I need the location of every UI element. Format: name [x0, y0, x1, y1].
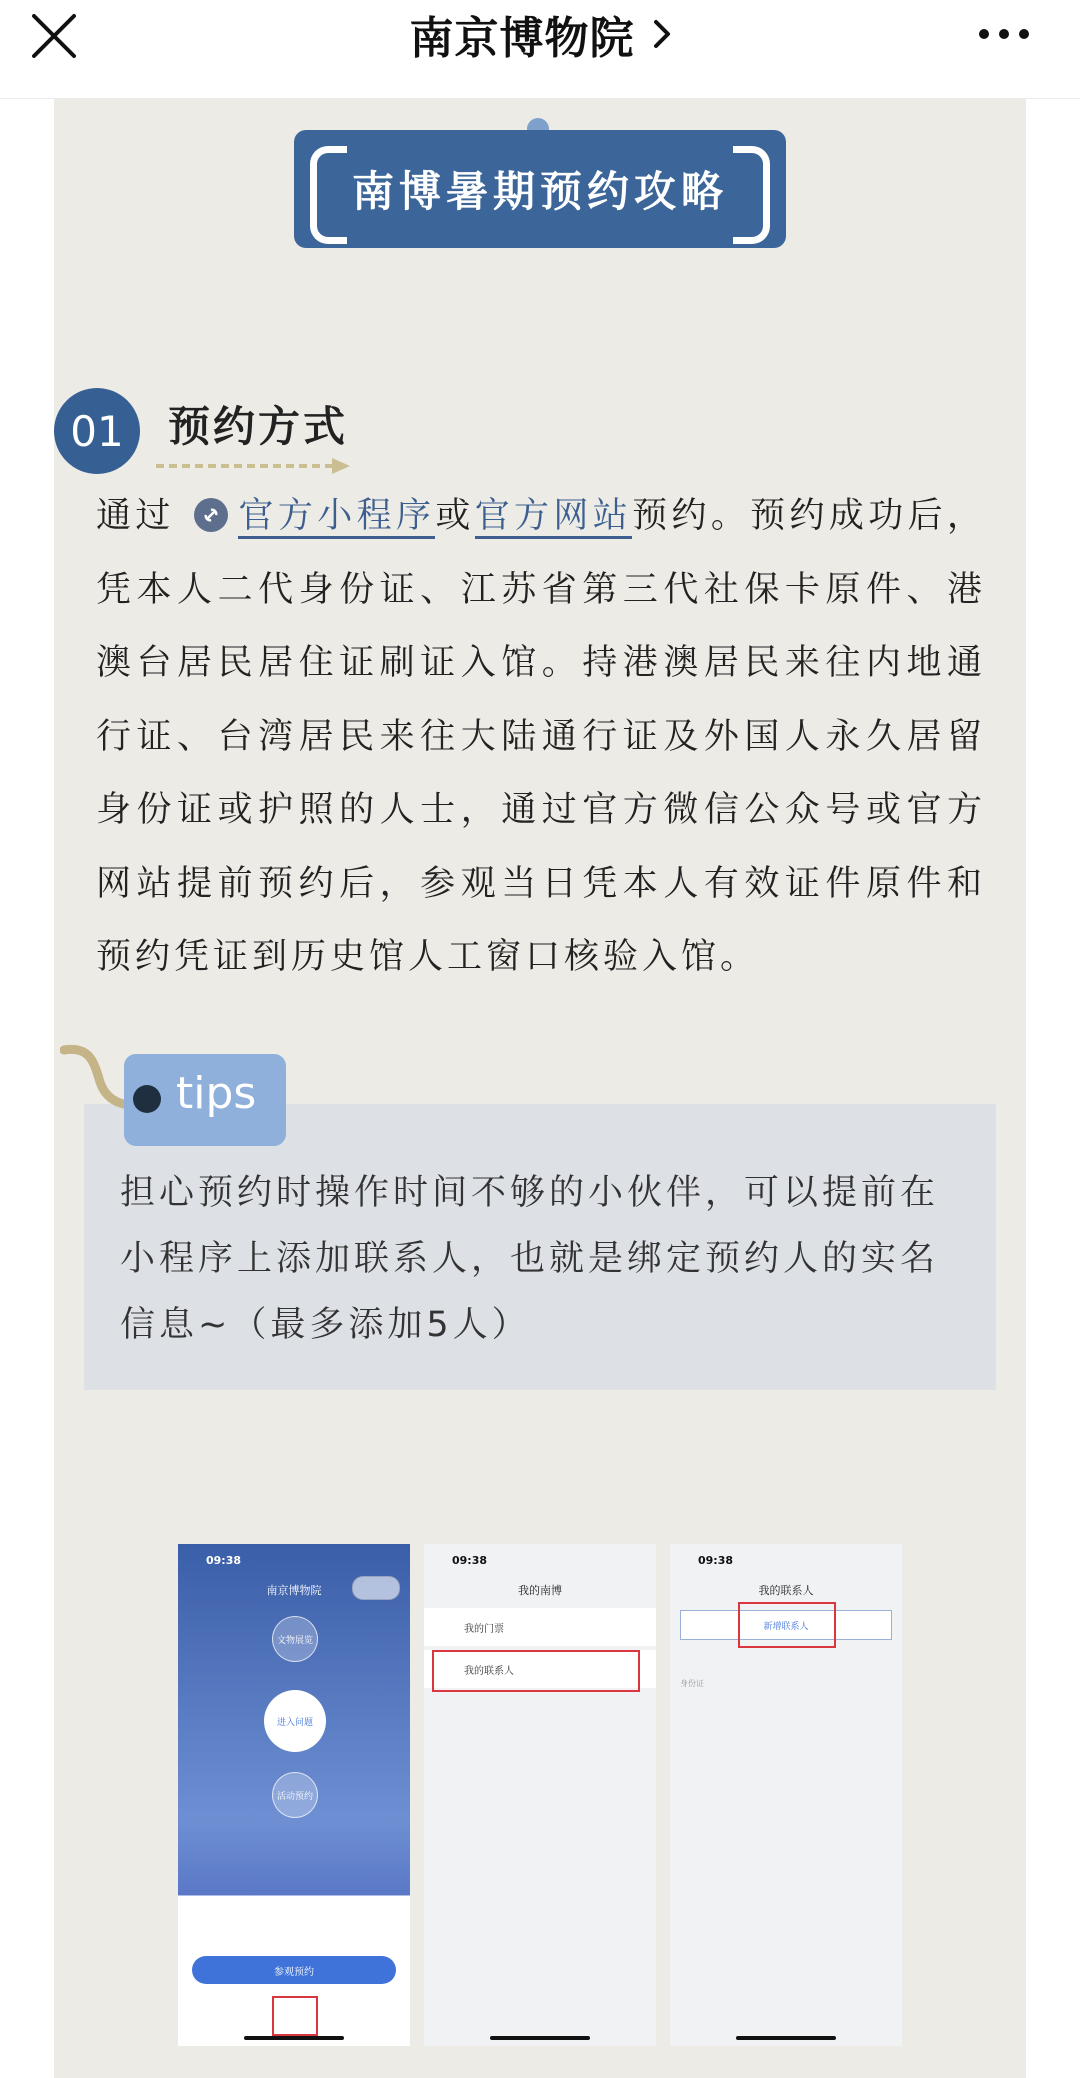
- banner-title: 南博暑期预约攻略: [351, 167, 728, 216]
- screenshot-title: 南京博物院: [266, 1584, 322, 1597]
- tips-label: [124, 1054, 286, 1146]
- row-my-contacts: 我的联系人: [424, 1650, 656, 1688]
- official-website-link[interactable]: 官方网站: [475, 496, 632, 539]
- tips-text: 担心预约时操作时间不够的小伙伴，可以提前在小程序上添加联系人，也就是绑定预约人的实名信息~（最多添加5人）: [120, 1173, 940, 1345]
- nav-title[interactable]: 南京博物院: [409, 13, 635, 64]
- home-indicator: [244, 2036, 344, 2040]
- circle-activity: 活动预约: [272, 1772, 318, 1818]
- status-time: 09:38: [206, 1554, 242, 1567]
- highlight-box: [738, 1602, 836, 1648]
- highlight-box: [432, 1650, 640, 1692]
- screenshot-my-nanbo: [424, 1544, 656, 2046]
- para-prefix: 通过: [96, 496, 175, 536]
- section-number: 01: [54, 388, 140, 474]
- screenshot-add-contact: 新增联系人: [680, 1610, 892, 1640]
- chevron-right-icon: [653, 19, 671, 49]
- row-my-tickets: 我的门票: [424, 1608, 656, 1646]
- more-icon[interactable]: [976, 22, 1032, 46]
- top-nav-bar: [0, 0, 1080, 99]
- mini-program-link[interactable]: 官方小程序: [238, 496, 435, 539]
- article-body: [54, 98, 1026, 2078]
- circle-enter: 进入问题: [264, 1690, 326, 1752]
- para-rest: 预约。预约成功后，凭本人二代身份证、江苏省第三代社保卡原件、港澳台居民居住证刷证入馆。持港澳居民来往内地通行证、台湾居民来往大陆通行证及外国人永久居留身份证或护照的人士，通过官方微信公众号或官方网站提前预约后，参观当日凭本人有效证件原件和预约凭证到历史馆人工窗口核验入馆。: [96, 496, 986, 977]
- home-indicator: [490, 2036, 590, 2040]
- nav-title-group[interactable]: [0, 0, 1080, 68]
- circle-exhibition: 文物展览: [272, 1616, 318, 1662]
- section-title: 预约方式: [168, 402, 349, 451]
- tips-box: [84, 1104, 996, 1390]
- booking-paragraph: [96, 480, 986, 995]
- status-time: 09:38: [452, 1554, 488, 1567]
- dashed-arrow-icon: [154, 456, 354, 476]
- title-banner: [294, 130, 786, 248]
- tips-dot-icon: [130, 1082, 164, 1116]
- home-indicator: [736, 2036, 836, 2040]
- screenshot-id-label: 身份证: [680, 1679, 704, 1688]
- screenshot-title: 我的联系人: [758, 1584, 814, 1597]
- tips-label-text: tips: [176, 1068, 257, 1119]
- screenshot-title: 我的南博: [518, 1584, 562, 1597]
- para-middle: 或: [435, 496, 475, 536]
- screenshot-contacts: [670, 1544, 902, 2046]
- link-icon: [194, 498, 228, 532]
- status-time: 09:38: [698, 1554, 734, 1567]
- capsule-menu: [352, 1576, 400, 1600]
- screenshot-visit-button: 参观预约: [192, 1956, 396, 1984]
- highlight-box: [272, 1996, 318, 2036]
- screenshot-home: [178, 1544, 410, 2046]
